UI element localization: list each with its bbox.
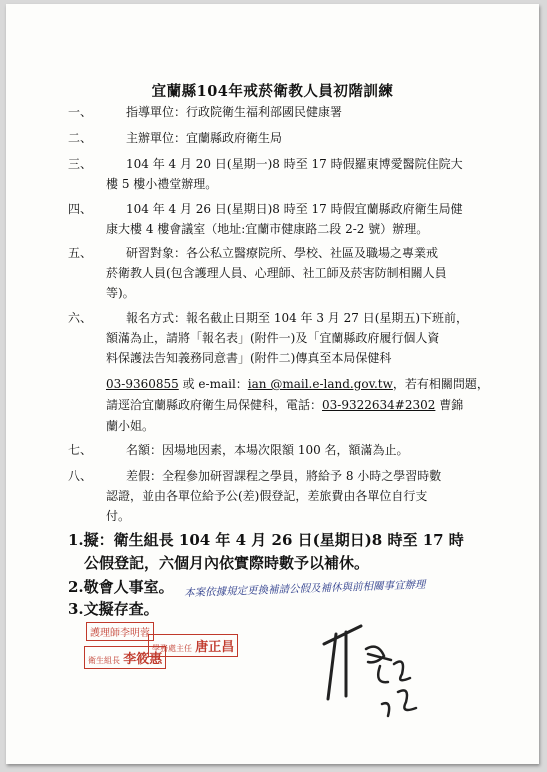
item-number: 二、 [68, 131, 93, 145]
document-title: 宜蘭縣104年戒菸衛教人員初階訓練 [151, 83, 394, 100]
contact-line: 03-9360855 或 e-mail：ian @mail.e-land.gov.tw，若有相關問題， [106, 377, 489, 391]
item-line: 報名方式：報名截止日期至 104 年 3 月 27 日(星期五)下班前， [126, 311, 469, 325]
item-line: 差假：全程參加研習課程之學員，將給予 8 小時之學習時數 [126, 469, 442, 483]
item-line: 樓 5 樓小禮堂辦理。 [106, 177, 218, 191]
item-line: 名額：因場地因素，本場次限額 100 名，額滿為止。 [126, 443, 409, 457]
item-number: 五、 [68, 246, 93, 260]
item-number: 七、 [68, 443, 93, 457]
item-line: 104 年 4 月 20 日(星期一)8 時至 17 時假羅東博愛醫院住院大 [126, 157, 463, 171]
item-line: 付。 [106, 509, 131, 523]
item-line: 研習對象：各公私立醫療院所、學校、社區及職場之專業戒 [126, 246, 439, 260]
nurse-stamp: 護理師李明蓉 [86, 622, 154, 641]
note-2: 2.敬會人事室。 [68, 578, 174, 596]
item-line: 指導單位：行政院衛生福利部國民健康署 [126, 105, 343, 119]
director-stamp: 衛生組長 李筱惠 [84, 646, 166, 669]
note-1: 1.擬：衛生組長 104 年 4 月 26 日(星期日)8 時至 17 時 [68, 531, 464, 549]
handwritten-note: 本案依據規定更換補請公假及補休與前相關事宜辦理 [183, 578, 426, 600]
item-line: 料保護法告知義務同意書」(附件二)傳真至本局保健科 [106, 351, 392, 365]
item-number: 四、 [68, 202, 93, 216]
document-page [6, 4, 539, 764]
handwritten-signature [306, 604, 436, 734]
item-line: 菸衛教人員(包含護理人員、心理師、社工師及菸害防制相關人員 [106, 266, 447, 280]
item-line: 104 年 4 月 26 日(星期日)8 時至 17 時假宜蘭縣政府衛生局健 [126, 202, 463, 216]
item-number: 六、 [68, 311, 93, 325]
personnel-stamp: 學務處主任 唐正昌 [148, 634, 238, 657]
item-number: 八、 [68, 469, 93, 483]
fax-number: 03-9360855 [106, 377, 179, 391]
item-line: 主辦單位：宜蘭縣政府衛生局 [126, 131, 283, 145]
item-number: 一、 [68, 105, 93, 119]
note-3: 3.文擬存查。 [68, 600, 159, 618]
contact-line: 請逕洽宜蘭縣政府衛生局保健科，電話：03-9322634#2302 曹錦 [106, 398, 464, 412]
item-number: 三、 [68, 157, 93, 171]
item-line: 等)。 [106, 286, 135, 300]
phone-number: 03-9322634#2302 [322, 398, 436, 412]
contact-line: 蘭小姐。 [106, 419, 155, 433]
email-link[interactable]: ian @mail.e-land.gov.tw [247, 377, 393, 391]
item-line: 認證，並由各單位給予公(差)假登記，差旅費由各單位自行支 [106, 489, 428, 503]
item-line: 額滿為止，請將「報名表」(附件一)及「宜蘭縣政府履行個人資 [106, 331, 440, 345]
note-1-cont: 公假登記，六個月內依實際時數予以補休。 [84, 554, 370, 572]
item-line: 康大樓 4 樓會議室（地址:宜蘭市健康路二段 2-2 號）辦理。 [106, 222, 429, 236]
